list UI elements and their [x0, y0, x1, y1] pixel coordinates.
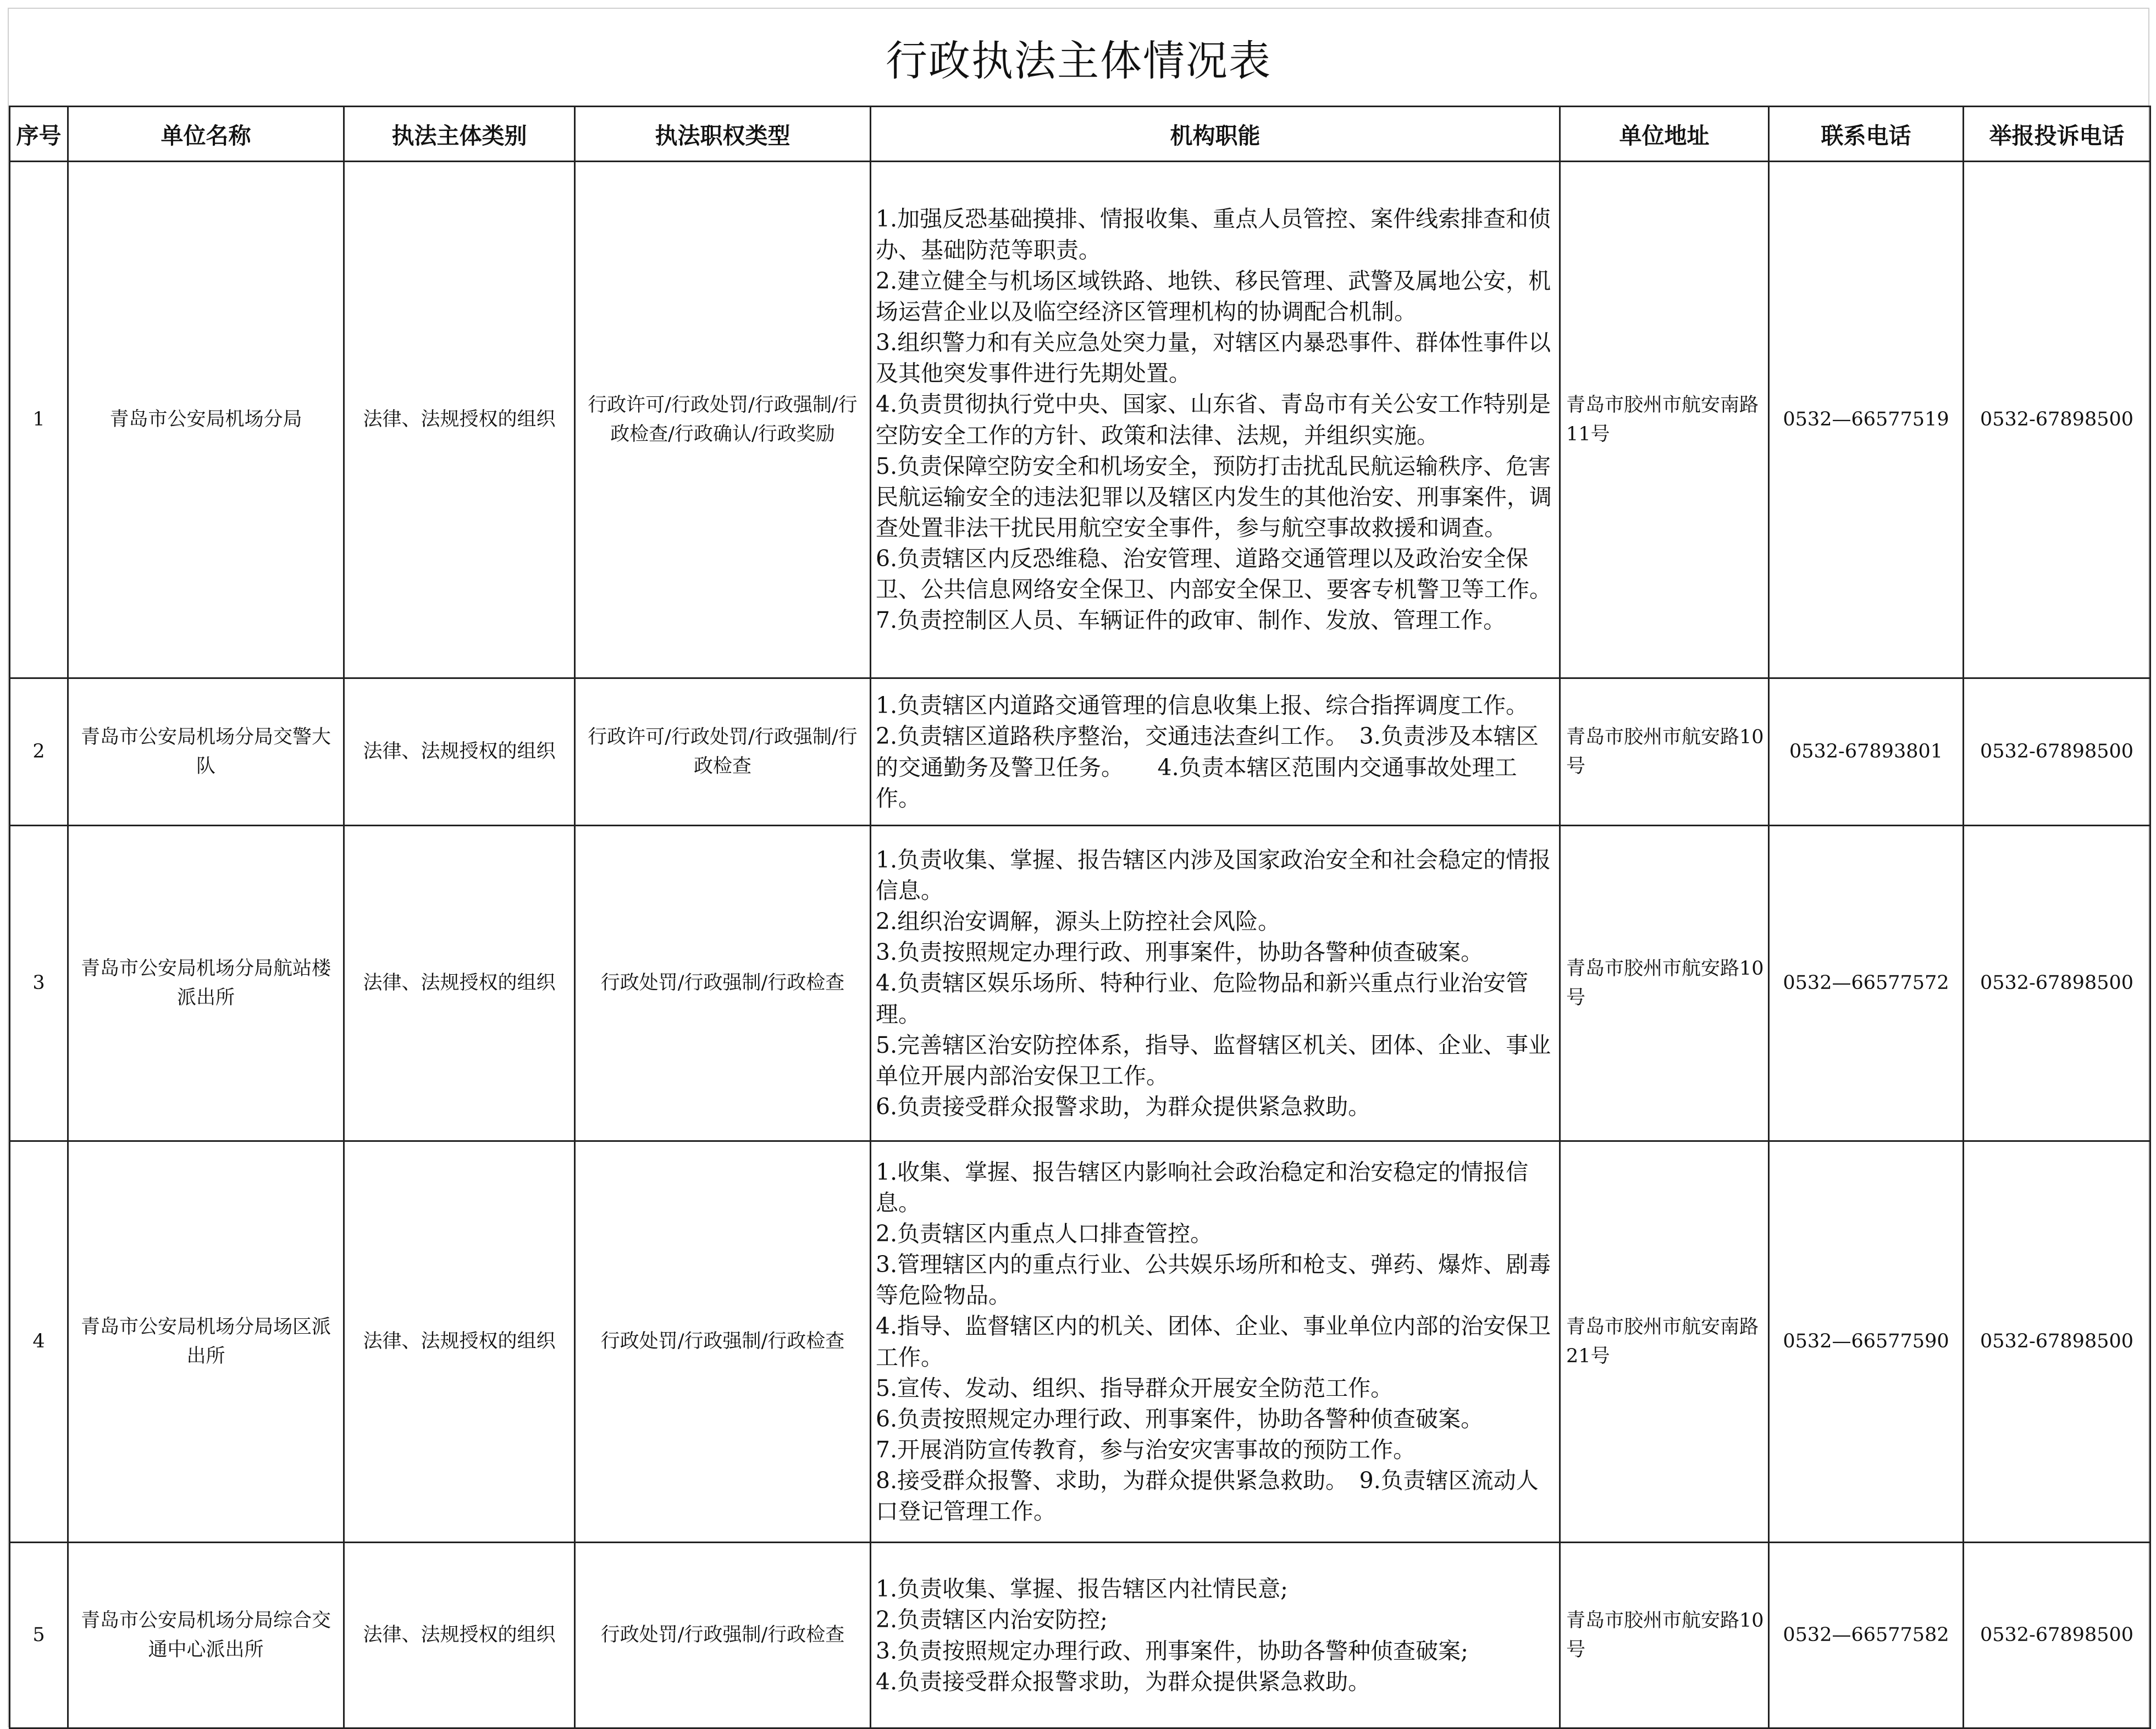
- duty-item: 2.负责辖区内治安防控;: [876, 1606, 1108, 1633]
- cell-name[interactable]: 青岛市公安局机场分局: [68, 162, 344, 678]
- cell-complaint-phone[interactable]: 0532-67898500: [1964, 1543, 2151, 1728]
- cell-index[interactable]: 1: [10, 162, 68, 678]
- cell-address[interactable]: 青岛市胶州市航安南路21号: [1560, 1141, 1769, 1543]
- header-duties[interactable]: 机构职能: [871, 107, 1560, 162]
- cell-address[interactable]: 青岛市胶州市航安路10号: [1560, 826, 1769, 1141]
- cell-complaint-phone[interactable]: 0532-67898500: [1964, 1141, 2151, 1543]
- header-category[interactable]: 执法主体类别: [344, 107, 575, 162]
- spreadsheet: [8, 8, 2149, 1727]
- header-index[interactable]: 序号: [10, 107, 68, 162]
- cell-name[interactable]: 青岛市公安局机场分局航站楼派出所: [68, 826, 344, 1141]
- cell-name[interactable]: 青岛市公安局机场分局交警大队: [68, 678, 344, 826]
- cell-duties[interactable]: [871, 826, 1560, 1141]
- duty-item: 1.收集、掌握、报告辖区内影响社会政治稳定和治安稳定的情报信息。: [876, 1158, 1529, 1216]
- duty-item: 4.负责辖区娱乐场所、特种行业、危险物品和新兴重点行业治安管理。: [876, 970, 1529, 1028]
- duty-item: 2.组织治安调解，源头上防控社会风险。: [876, 908, 1281, 935]
- cell-complaint-phone[interactable]: 0532-67898500: [1964, 678, 2151, 826]
- header-address[interactable]: 单位地址: [1560, 107, 1769, 162]
- cell-power-type[interactable]: 行政处罚/行政强制/行政检查: [575, 826, 871, 1141]
- table-row: [10, 1141, 2151, 1543]
- cell-power-type[interactable]: 行政许可/行政处罚/行政强制/行政检查/行政确认/行政奖励: [575, 162, 871, 678]
- duty-item: 5.完善辖区治安防控体系，指导、监督辖区机关、团体、企业、事业单位开展内部治安保卫工作。: [876, 1031, 1551, 1089]
- cell-address[interactable]: 青岛市胶州市航安南路11号: [1560, 162, 1769, 678]
- cell-address[interactable]: 青岛市胶州市航安路10号: [1560, 678, 1769, 826]
- cell-phone[interactable]: 0532—66577590: [1769, 1141, 1964, 1543]
- header-name[interactable]: 单位名称: [68, 107, 344, 162]
- duty-item: 1.加强反恐基础摸排、情报收集、重点人员管控、案件线索排查和侦办、基础防范等职责。: [876, 206, 1551, 263]
- duty-item: 4.负责贯彻执行党中央、国家、山东省、青岛市有关公安工作特别是空防安全工作的方针、政策和法律、法规，并组织实施。: [876, 391, 1551, 449]
- header-phone[interactable]: 联系电话: [1769, 107, 1964, 162]
- cell-index[interactable]: 4: [10, 1141, 68, 1543]
- table-row: [10, 826, 2151, 1141]
- cell-complaint-phone[interactable]: 0532-67898500: [1964, 162, 2151, 678]
- cell-duties[interactable]: [871, 162, 1560, 678]
- cell-category[interactable]: 法律、法规授权的组织: [344, 678, 575, 826]
- cell-index[interactable]: 5: [10, 1543, 68, 1728]
- duty-item: 1.负责收集、掌握、报告辖区内涉及国家政治安全和社会稳定的情报信息。: [876, 846, 1551, 904]
- cell-power-type[interactable]: 行政处罚/行政强制/行政检查: [575, 1141, 871, 1543]
- duty-item: 6.负责接受群众报警求助，为群众提供紧急救助。: [876, 1093, 1371, 1120]
- cell-power-type[interactable]: 行政许可/行政处罚/行政强制/行政检查: [575, 678, 871, 826]
- cell-category[interactable]: 法律、法规授权的组织: [344, 162, 575, 678]
- table-row: [10, 1543, 2151, 1728]
- table-row: [10, 162, 2151, 678]
- cell-name[interactable]: 青岛市公安局机场分局综合交通中心派出所: [68, 1543, 344, 1728]
- duty-item: 3.组织警力和有关应急处突力量，对辖区内暴恐事件、群体性事件以及其他突发事件进行先期处置。: [876, 329, 1551, 387]
- duty-item: 3.负责按照规定办理行政、刑事案件，协助各警种侦查破案;: [876, 1637, 1468, 1664]
- header-row: [10, 107, 2151, 162]
- duty-item: 2.建立健全与机场区域铁路、地铁、移民管理、武警及属地公安，机场运营企业以及临空经济区管理机构的协调配合机制。: [876, 267, 1551, 325]
- duty-item: 4.指导、监督辖区内的机关、团体、企业、事业单位内部的治安保卫工作。: [876, 1313, 1551, 1371]
- cell-phone[interactable]: 0532—66577572: [1769, 826, 1964, 1141]
- table-row: [10, 678, 2151, 826]
- duty-item: 1.负责收集、掌握、报告辖区内社情民意;: [876, 1576, 1288, 1603]
- cell-index[interactable]: 2: [10, 678, 68, 826]
- cell-duties[interactable]: [871, 1543, 1560, 1728]
- entity-table: [9, 106, 2151, 1729]
- cell-name[interactable]: 青岛市公安局机场分局场区派出所: [68, 1141, 344, 1543]
- cell-index[interactable]: 3: [10, 826, 68, 1141]
- duty-item: 3.管理辖区内的重点行业、公共娱乐场所和枪支、弹药、爆炸、剧毒等危险物品。: [876, 1251, 1551, 1309]
- cell-phone[interactable]: 0532—66577582: [1769, 1543, 1964, 1728]
- duty-item: 6.负责辖区内反恐维稳、治安管理、道路交通管理以及政治安全保卫、公共信息网络安全保卫、内部安全保卫、要客专机警卫等工作。: [876, 545, 1552, 603]
- header-power-type[interactable]: 执法职权类型: [575, 107, 871, 162]
- duty-item: 5.宣传、发动、组织、指导群众开展安全防范工作。: [876, 1374, 1394, 1401]
- cell-phone[interactable]: 0532-67893801: [1769, 678, 1964, 826]
- cell-power-type[interactable]: 行政处罚/行政强制/行政检查: [575, 1543, 871, 1728]
- duty-item: 7.负责控制区人员、车辆证件的政审、制作、发放、管理工作。: [876, 607, 1506, 634]
- duty-item: 8.接受群众报警、求助，为群众提供紧急救助。 9.负责辖区流动人口登记管理工作。: [876, 1467, 1539, 1525]
- duty-item: 5.负责保障空防安全和机场安全，预防打击扰乱民航运输秩序、危害民航运输安全的违法犯罪以及辖区内发生的其他治安、刑事案件，调查处置非法干扰民用航空安全事件，参与航空事故救援和调查。: [876, 452, 1552, 541]
- cell-category[interactable]: 法律、法规授权的组织: [344, 1543, 575, 1728]
- duty-item: 1.负责辖区内道路交通管理的信息收集上报、综合指挥调度工作。: [876, 692, 1529, 719]
- duty-item: 6.负责按照规定办理行政、刑事案件，协助各警种侦查破案。: [876, 1405, 1484, 1432]
- cell-duties[interactable]: [871, 678, 1560, 826]
- cell-address[interactable]: 青岛市胶州市航安路10号: [1560, 1543, 1769, 1728]
- duty-item: 2.负责辖区内重点人口排查管控。: [876, 1220, 1213, 1247]
- cell-complaint-phone[interactable]: 0532-67898500: [1964, 826, 2151, 1141]
- cell-category[interactable]: 法律、法规授权的组织: [344, 1141, 575, 1543]
- sheet-title: 行政执法主体情况表: [886, 36, 1272, 85]
- cell-phone[interactable]: 0532—66577519: [1769, 162, 1964, 678]
- duty-item: 2.负责辖区道路秩序整治，交通违法查纠工作。 3.负责涉及本辖区的交通勤务及警卫任务。 4.负责本辖区范围内交通事故处理工作。: [876, 723, 1539, 811]
- cell-category[interactable]: 法律、法规授权的组织: [344, 826, 575, 1141]
- duty-item: 4.负责接受群众报警求助，为群众提供紧急救助。: [876, 1668, 1371, 1695]
- cell-duties[interactable]: [871, 1141, 1560, 1543]
- duty-item: 3.负责按照规定办理行政、刑事案件，协助各警种侦查破案。: [876, 939, 1484, 966]
- duty-item: 7.开展消防宣传教育，参与治安灾害事故的预防工作。: [876, 1436, 1416, 1463]
- header-complaint-phone[interactable]: 举报投诉电话: [1964, 107, 2151, 162]
